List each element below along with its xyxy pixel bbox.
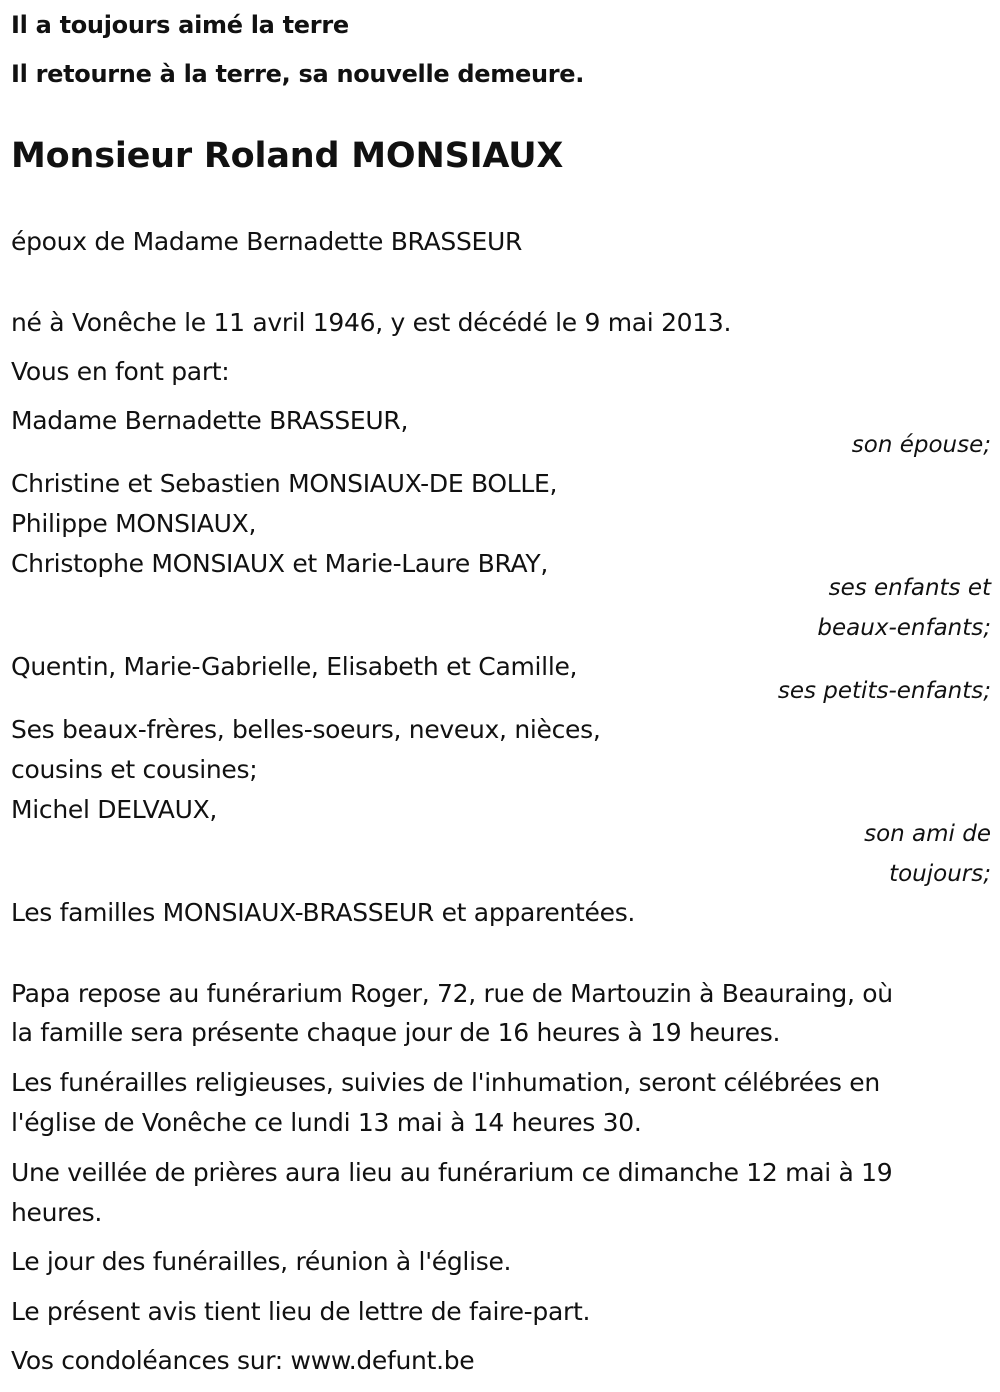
children-relation-1: ses enfants et bbox=[828, 575, 991, 601]
spouse-name: Madame Bernadette BRASSEUR, bbox=[11, 406, 409, 435]
grandchildren-relation: ses petits-enfants; bbox=[777, 678, 991, 704]
funeral-line-1: Les funérailles religieuses, suivies de l'inhumation, seront célébrées en bbox=[11, 1068, 880, 1097]
meeting-line: Le jour des funérailles, réunion à l'église. bbox=[11, 1247, 512, 1276]
intro-line: Vous en font part: bbox=[11, 357, 230, 386]
birth-death-line: né à Vonêche le 11 avril 1946, y est décédé le 9 mai 2013. bbox=[11, 308, 732, 337]
spouse-relation: son épouse; bbox=[851, 432, 991, 458]
repose-line-2: la famille sera présente chaque jour de 16 heures à 19 heures. bbox=[11, 1018, 781, 1047]
friend-name: Michel DELVAUX, bbox=[11, 795, 218, 824]
condolences-line: Vos condoléances sur: www.defunt.be bbox=[11, 1346, 475, 1375]
friend-relation-1: son ami de bbox=[864, 821, 991, 847]
repose-line-1: Papa repose au funérarium Roger, 72, rue de Martouzin à Beauraing, où bbox=[11, 979, 893, 1008]
friend-relation-2: toujours; bbox=[889, 861, 991, 887]
families-line: Les familles MONSIAUX-BRASSEUR et apparentées. bbox=[11, 898, 636, 927]
epigraph-line-2: Il retourne à la terre, sa nouvelle demeure. bbox=[11, 60, 585, 88]
child-1: Christine et Sebastien MONSIAUX-DE BOLLE, bbox=[11, 469, 558, 498]
children-relation-2: beaux-enfants; bbox=[817, 615, 991, 641]
funeral-line-2: l'église de Vonêche ce lundi 13 mai à 14 heures 30. bbox=[11, 1108, 642, 1137]
spouse-line: époux de Madame Bernadette BRASSEUR bbox=[11, 227, 523, 256]
deceased-name: Monsieur Roland MONSIAUX bbox=[11, 136, 564, 176]
in-laws-line-2: cousins et cousines; bbox=[11, 755, 258, 784]
epigraph-line-1: Il a toujours aimé la terre bbox=[11, 11, 349, 39]
vigil-line-2: heures. bbox=[11, 1198, 103, 1227]
child-2: Philippe MONSIAUX, bbox=[11, 509, 257, 538]
in-laws-line-1: Ses beaux-frères, belles-soeurs, neveux, nièces, bbox=[11, 715, 601, 744]
vigil-line-1: Une veillée de prières aura lieu au funérarium ce dimanche 12 mai à 19 bbox=[11, 1158, 893, 1187]
child-3: Christophe MONSIAUX et Marie-Laure BRAY, bbox=[11, 549, 549, 578]
grandchildren: Quentin, Marie-Gabrielle, Elisabeth et Camille, bbox=[11, 652, 578, 681]
notice-line: Le présent avis tient lieu de lettre de faire-part. bbox=[11, 1297, 591, 1326]
